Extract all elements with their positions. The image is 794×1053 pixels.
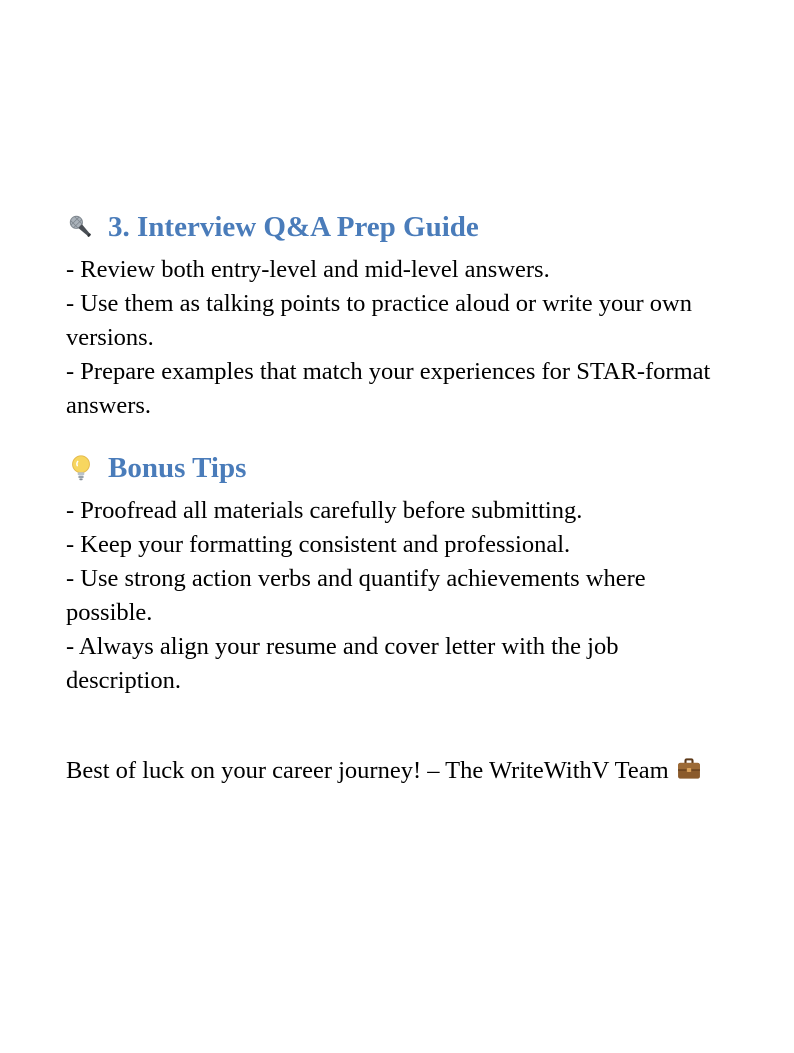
microphone-icon: [66, 212, 96, 242]
list-item: - Use them as talking points to practice aloud or write your own versions.: [66, 290, 692, 351]
document-content: [66, 208, 736, 793]
list-item: - Always align your resume and cover letter with the job description.: [66, 633, 619, 694]
list-item: - Prepare examples that match your experiences for STAR-format answers.: [66, 358, 711, 419]
lightbulb-icon: [66, 453, 96, 483]
closing-message: [66, 754, 736, 793]
closing-message-text: Best of luck on your career journey! – The WriteWithV Team: [66, 757, 669, 784]
briefcase-icon: [675, 755, 703, 793]
section-heading-bonus-tips: [66, 449, 736, 487]
list-item: - Review both entry-level and mid-level answers.: [66, 256, 550, 283]
section-heading-label: 3. Interview Q&A Prep Guide: [108, 211, 479, 243]
list-item: - Keep your formatting consistent and professional.: [66, 531, 571, 558]
section-heading-label: Bonus Tips: [108, 452, 247, 484]
section-heading-interview-prep: [66, 208, 736, 246]
list-item: - Proofread all materials carefully before submitting.: [66, 497, 583, 524]
list-item: - Use strong action verbs and quantify achievements where possible.: [66, 565, 646, 626]
